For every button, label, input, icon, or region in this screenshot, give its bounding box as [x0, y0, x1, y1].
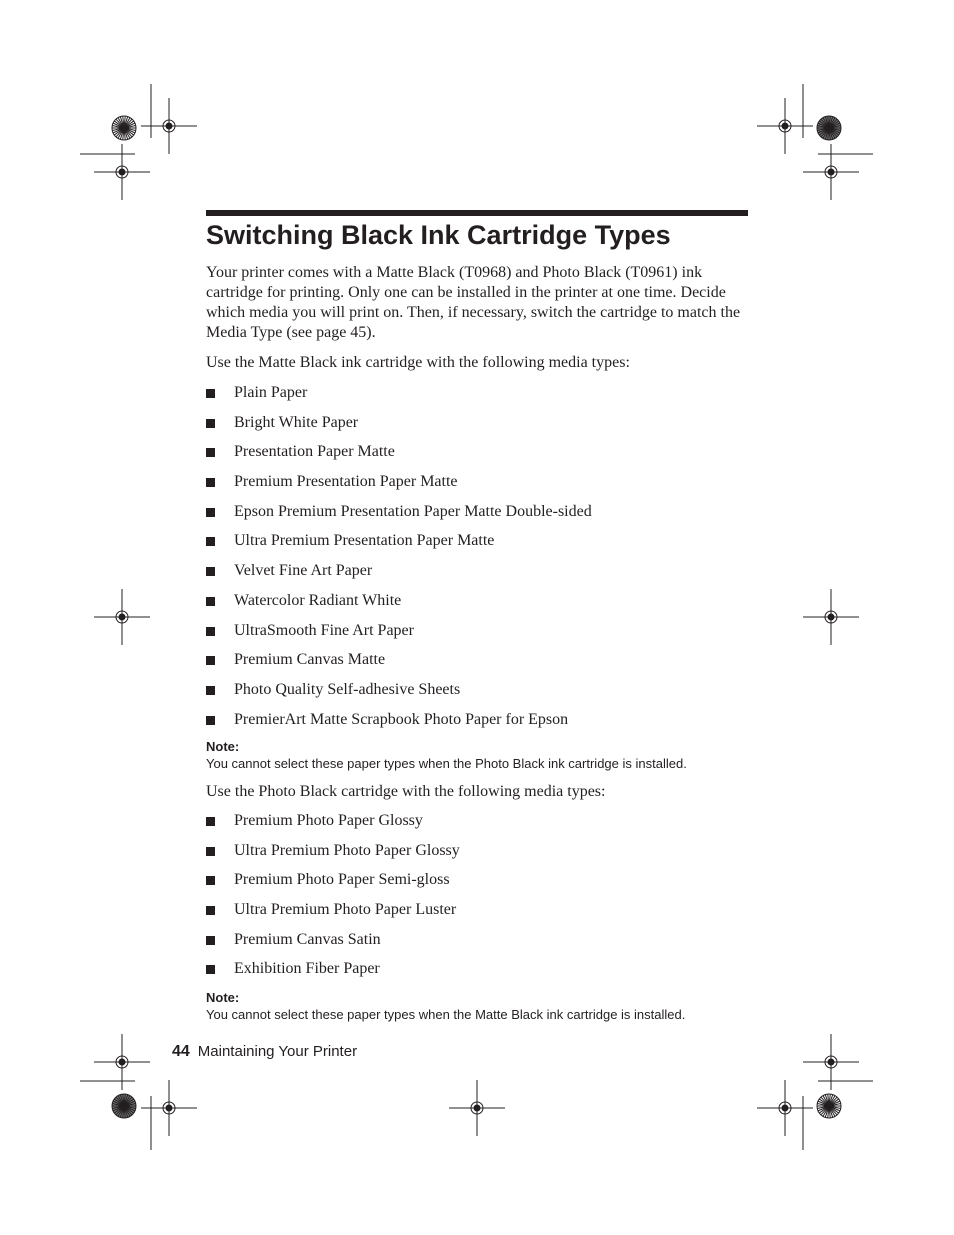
note-text: You cannot select these paper types when the Matte Black ink cartridge is installed. — [206, 1007, 686, 1022]
list-item: Bright White Paper — [206, 413, 592, 443]
list-item: Velvet Fine Art Paper — [206, 561, 592, 591]
list-item: Epson Premium Presentation Paper Matte Double-sided — [206, 502, 592, 532]
list-item: Premium Canvas Matte — [206, 650, 592, 680]
list-item: Premium Photo Paper Glossy — [206, 811, 460, 841]
bullet-icon — [206, 936, 215, 945]
list-item: Premium Presentation Paper Matte — [206, 472, 592, 502]
list-item: Ultra Premium Photo Paper Luster — [206, 900, 460, 930]
bullet-icon — [206, 478, 215, 487]
bullet-icon — [206, 508, 215, 517]
bullet-icon — [206, 716, 215, 725]
list-item: Presentation Paper Matte — [206, 442, 592, 472]
bullet-icon — [206, 876, 215, 885]
page-title: Switching Black Ink Cartridge Types — [206, 220, 671, 250]
bullet-icon — [206, 537, 215, 546]
list-item: Plain Paper — [206, 383, 592, 413]
note-photo-black — [206, 738, 687, 772]
matte-intro: Use the Matte Black ink cartridge with the following media types: — [206, 354, 630, 371]
intro-paragraph: Your printer comes with a Matte Black (T0968) and Photo Black (T0961) ink cartridge for printing. Only one can be installed in the printer at one time. Decide which media you will print on. Then, if necessary, switch the cartridge to match the Media Type (see page 45). — [206, 264, 741, 341]
matte-media-list — [206, 383, 592, 739]
footer-section-title: Maintaining Your Printer — [197, 1043, 358, 1060]
bullet-icon — [206, 597, 215, 606]
photo-media-list — [206, 811, 460, 989]
bullet-icon — [206, 627, 215, 636]
bullet-icon — [206, 906, 215, 915]
bullet-icon — [206, 965, 215, 974]
list-item: Premium Photo Paper Semi-gloss — [206, 870, 460, 900]
list-item: Watercolor Radiant White — [206, 591, 592, 621]
note-label: Note: — [206, 739, 240, 754]
note-matte-black — [206, 989, 685, 1023]
note-label: Note: — [206, 990, 240, 1005]
list-item: Ultra Premium Photo Paper Glossy — [206, 841, 460, 871]
page-footer — [172, 1042, 357, 1062]
bullet-icon — [206, 567, 215, 576]
bullet-icon — [206, 656, 215, 665]
page-number: 44 — [172, 1043, 190, 1060]
list-item: PremierArt Matte Scrapbook Photo Paper for Epson — [206, 710, 592, 740]
bullet-icon — [206, 686, 215, 695]
bullet-icon — [206, 448, 215, 457]
photo-intro: Use the Photo Black cartridge with the following media types: — [206, 783, 606, 800]
bullet-icon — [206, 419, 215, 428]
list-item: Photo Quality Self-adhesive Sheets — [206, 680, 592, 710]
note-text: You cannot select these paper types when the Photo Black ink cartridge is installed. — [206, 756, 687, 771]
list-item: UltraSmooth Fine Art Paper — [206, 621, 592, 651]
list-item: Ultra Premium Presentation Paper Matte — [206, 531, 592, 561]
list-item: Exhibition Fiber Paper — [206, 959, 460, 989]
list-item: Premium Canvas Satin — [206, 930, 460, 960]
bullet-icon — [206, 817, 215, 826]
bullet-icon — [206, 847, 215, 856]
bullet-icon — [206, 389, 215, 398]
